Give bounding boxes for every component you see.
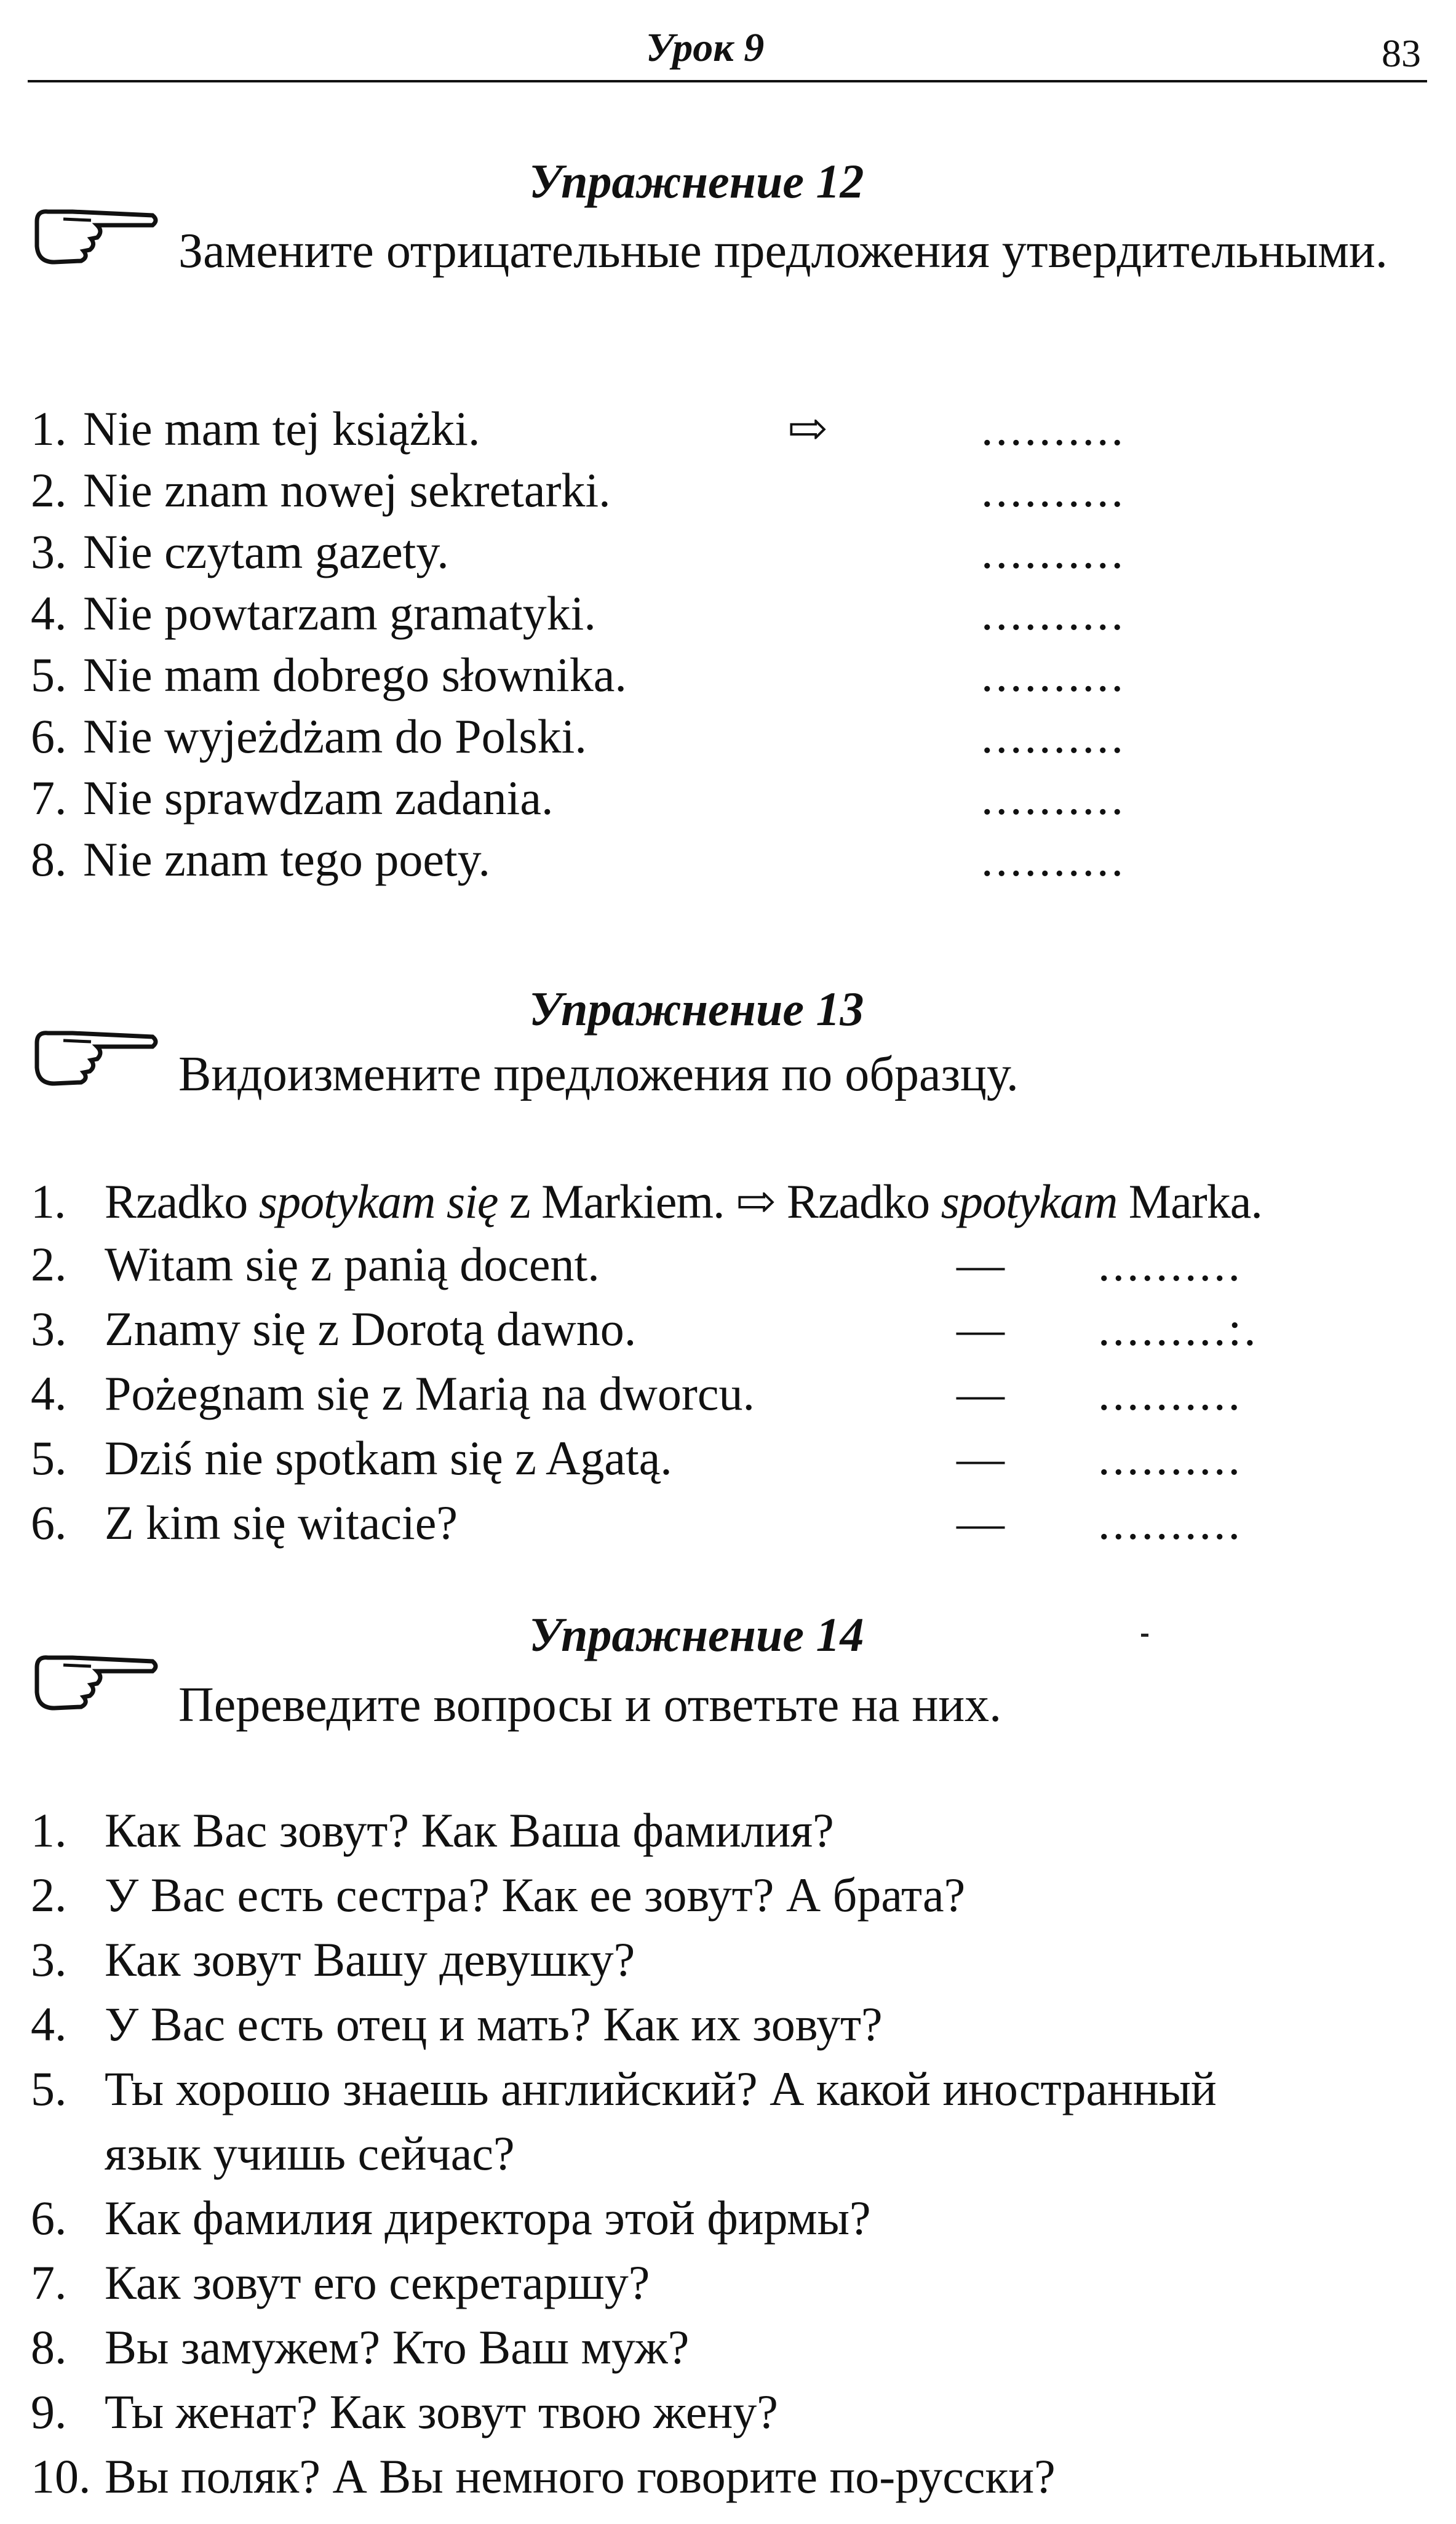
exercise-13-title: Упражнение 13 [529, 982, 864, 1036]
list-item: 8. Nie znam tego poety. .......... [31, 833, 1126, 886]
lesson-title: Урок 9 [646, 25, 765, 70]
list-item-continuation: язык учишь сейчас? [105, 2127, 515, 2180]
list-item: 3. Nie czytam gazety. .......... [31, 525, 1126, 578]
list-item: 2. Witam się z panią docent. — .......... [31, 1237, 1243, 1291]
exercise-14-title: Упражнение 14 [529, 1608, 864, 1661]
list-item: 10. Вы поляк? А Вы немного говорите по-русски? [31, 2450, 1056, 2503]
page-number: 83 [1382, 31, 1421, 75]
list-item: 8. Вы замужем? Кто Ваш муж? [31, 2320, 690, 2374]
pointing-hand-icon [30, 1649, 159, 1720]
list-item: 3. Как зовут Вашу девушку? [31, 1933, 635, 1986]
example-item: 1. Rzadko spotykam się z Markiem. ⇨ Rzadko spotykam Marka. [31, 1175, 1262, 1228]
pointing-hand-icon [30, 1024, 159, 1095]
list-item: 1. Nie mam tej książki. ⇨ .......... [31, 402, 1126, 455]
arrow-icon: ⇨ [736, 1175, 776, 1228]
list-item: 4. Nie powtarzam gramatyki. .......... [31, 586, 1126, 640]
list-item: 7. Как зовут его секретаршу? [31, 2256, 650, 2309]
pointing-hand-icon [30, 203, 159, 274]
list-item: 6. Как фамилия директора этой фирмы? [31, 2191, 871, 2245]
list-item: 4. Pożegnam się z Marią na dworcu. — .......... [31, 1367, 1243, 1420]
list-item: 9. Ты женат? Как зовут твою жену? [31, 2385, 778, 2438]
list-item: 6. Z kim się witacie? — .......... [31, 1496, 1243, 1549]
list-item: 5. Dziś nie spotkam się z Agatą. — .......... [31, 1431, 1243, 1485]
list-item: 2. Nie znam nowej sekretarki. .......... [31, 463, 1126, 517]
exercise-12-instruction: Замените отрицательные предложения утвердительными. [178, 224, 1388, 278]
list-item: 5. Nie mam dobrego słownika. .......... [31, 648, 1126, 701]
list-item: 6. Nie wyjeżdżam do Polski. .......... [31, 709, 1126, 763]
list-item: 5. Ты хорошо знаешь английский? А какой иностранный [31, 2062, 1217, 2115]
exercise-13-instruction: Видоизмените предложения по образцу. [178, 1047, 1019, 1101]
arrow-icon: ⇨ [787, 402, 828, 455]
exercise-14-instruction: Переведите вопросы и ответьте на них. [178, 1678, 1002, 1732]
list-item: 3. Znamy się z Dorotą dawno. — .........:. [31, 1302, 1259, 1356]
page-header [28, 25, 1427, 82]
list-item: 4. У Вас есть отец и мать? Как их зовут? [31, 1997, 883, 2051]
print-speck [1141, 1634, 1148, 1637]
list-item: 1. Как Вас зовут? Как Ваша фамилия? [31, 1803, 834, 1857]
list-item: 7. Nie sprawdzam zadania. .......... [31, 771, 1126, 825]
exercise-12-title: Упражнение 12 [529, 154, 864, 208]
list-item: 2. У Вас есть сестра? Как ее зовут? А брата? [31, 1868, 966, 1922]
